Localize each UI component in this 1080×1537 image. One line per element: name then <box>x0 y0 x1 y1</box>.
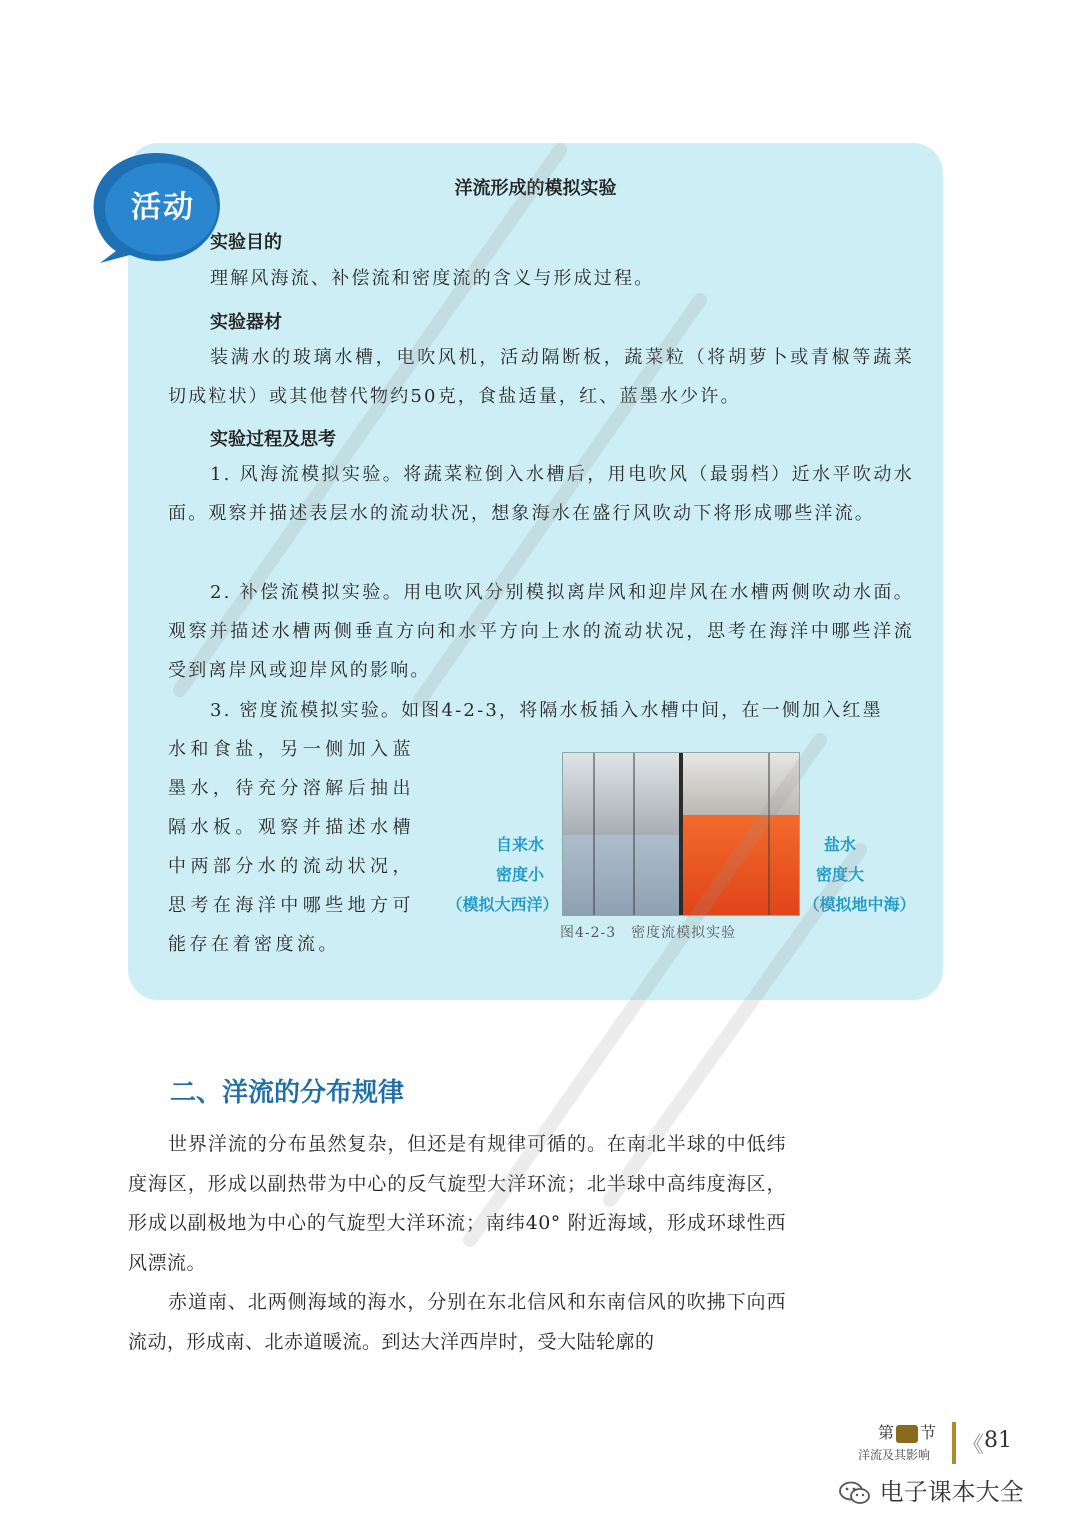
footer-section-prefix: 第 <box>878 1423 895 1442</box>
right-label-3: （模拟地中海） <box>803 895 916 914</box>
purpose-heading: 实验目的 <box>210 232 282 253</box>
right-label-1: 盐水 <box>823 835 856 854</box>
section-title: 二、洋流的分布规律 <box>170 1078 405 1108</box>
footer-divider <box>952 1422 956 1464</box>
page-number: 81 <box>984 1428 1012 1453</box>
section-paragraph-1: 世界洋流的分布虽然复杂，但还是有规律可循的。在南北半球的中低纬度海区，形成以副热带为中心的反气旋型大洋环流；北半球中高纬度海区，形成以副极地为中心的气旋型大洋环流；南纬40° 附近海域，形成环球性西风漂流。 <box>128 1133 786 1274</box>
materials-text: 装满水的玻璃水槽，电吹风机，活动隔断板，蔬菜粒（将胡萝卜或青椒等蔬菜切成粒状）或其他替代物约50克，食盐适量，红、蓝墨水少许。 <box>168 347 914 407</box>
step-2-text: 2. 补偿流模拟实验。用电吹风分别模拟离岸风和迎岸风在水槽两侧吹动水面。观察并描述水槽两侧垂直方向和水平方向上水的流动状况，思考在海洋中哪些洋流受到离岸风或迎岸风的影响。 <box>168 582 914 681</box>
step-1-text: 1. 风海流模拟实验。将蔬菜粒倒入水槽后，用电吹风（最弱档）近水平吹动水面。观察并描述表层水的流动状况，想象海水在盛行风吹动下将形成哪些洋流。 <box>168 464 914 524</box>
figure-caption: 图4-2-3 密度流模拟实验 <box>560 925 737 941</box>
left-label-2: 密度小 <box>495 865 544 884</box>
section-paragraph-2: 赤道南、北两侧海域的海水，分别在东北信风和东南信风的吹拂下向西流动，形成南、北赤道暖流。到达大洋西岸时，受大陆轮廓的 <box>128 1291 786 1353</box>
wechat-name: 电子课本大全 <box>879 1478 1024 1506</box>
left-label-3: （模拟大西洋） <box>446 895 559 914</box>
activity-title: 洋流形成的模拟实验 <box>454 178 617 199</box>
footer-section-name: 洋流及其影响 <box>858 1448 931 1462</box>
wechat-watermark <box>838 1472 1024 1507</box>
process-heading: 实验过程及思考 <box>210 429 336 450</box>
footer-chevron: 《 <box>962 1433 985 1458</box>
section-number-badge <box>896 1425 918 1443</box>
wechat-icon <box>838 1481 872 1505</box>
materials-heading: 实验器材 <box>210 312 282 333</box>
density-flow-photo <box>562 752 800 916</box>
left-label-1: 自来水 <box>495 835 544 854</box>
purpose-text: 理解风海流、补偿流和密度流的含义与形成过程。 <box>210 268 655 289</box>
step-3-text-top: 3. 密度流模拟实验。如图4-2-3，将隔水板插入水槽中间，在一侧加入红墨 <box>210 700 883 721</box>
right-label-2: 密度大 <box>815 865 864 884</box>
activity-badge-label: 活动 <box>131 190 195 225</box>
step-3-text-rest: 水和食盐，另一侧加入蓝墨水，待充分溶解后抽出隔水板。观察并描述水槽中两部分水的流动状况，思考在海洋中哪些地方可能存在着密度流。 <box>168 739 414 955</box>
footer-section-suffix: 节 <box>920 1423 937 1442</box>
footer-section-marker <box>878 1420 936 1443</box>
